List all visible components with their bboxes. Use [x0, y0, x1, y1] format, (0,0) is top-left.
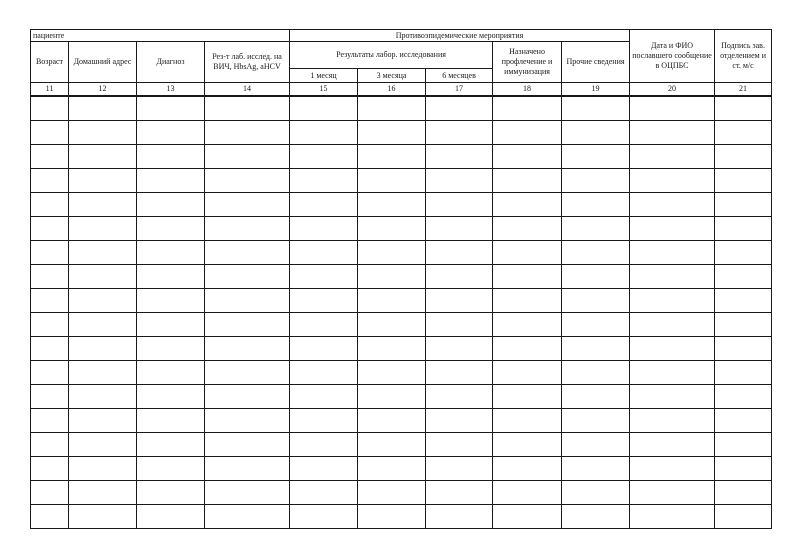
- column-header-signature: Подпись зав. отделением и ст. м/с: [715, 30, 772, 83]
- table-cell[interactable]: [137, 121, 205, 145]
- table-cell[interactable]: [205, 457, 290, 481]
- table-cell[interactable]: [426, 193, 493, 217]
- table-cell[interactable]: [426, 241, 493, 265]
- table-cell[interactable]: [69, 409, 137, 433]
- table-cell[interactable]: [630, 265, 715, 289]
- table-cell[interactable]: [137, 193, 205, 217]
- table-row: [31, 217, 772, 241]
- table-cell[interactable]: [715, 169, 772, 193]
- table-cell[interactable]: [205, 289, 290, 313]
- column-number: 16: [358, 83, 426, 97]
- column-header-diagnosis: Диагноз: [137, 42, 205, 83]
- table-cell[interactable]: [290, 217, 358, 241]
- table-cell[interactable]: [562, 169, 630, 193]
- table-cell[interactable]: [358, 265, 426, 289]
- table-cell[interactable]: [493, 169, 562, 193]
- column-header-lab-hiv: Рез-т лаб. исслед. на ВИЧ, HbsAg, aHCV: [205, 42, 290, 83]
- table-row: [31, 505, 772, 529]
- table-cell[interactable]: [31, 241, 69, 265]
- table-cell[interactable]: [69, 385, 137, 409]
- table-cell[interactable]: [562, 313, 630, 337]
- table-cell[interactable]: [630, 145, 715, 169]
- table-cell[interactable]: [205, 409, 290, 433]
- table-cell[interactable]: [715, 433, 772, 457]
- table-cell[interactable]: [205, 193, 290, 217]
- table-cell[interactable]: [31, 265, 69, 289]
- table-cell[interactable]: [358, 96, 426, 121]
- table-cell[interactable]: [630, 169, 715, 193]
- table-cell[interactable]: [205, 505, 290, 529]
- table-cell[interactable]: [137, 433, 205, 457]
- table-cell[interactable]: [205, 169, 290, 193]
- table-cell[interactable]: [290, 409, 358, 433]
- table-cell[interactable]: [290, 481, 358, 505]
- table-cell[interactable]: [31, 433, 69, 457]
- table-cell[interactable]: [715, 457, 772, 481]
- table-cell[interactable]: [358, 361, 426, 385]
- table-cell[interactable]: [290, 433, 358, 457]
- table-cell[interactable]: [426, 409, 493, 433]
- table-cell[interactable]: [715, 481, 772, 505]
- table-row: [31, 241, 772, 265]
- table-cell[interactable]: [137, 337, 205, 361]
- table-cell[interactable]: [715, 121, 772, 145]
- table-cell[interactable]: [137, 361, 205, 385]
- table-cell[interactable]: [205, 337, 290, 361]
- column-header-month-1: 1 месяц: [290, 69, 358, 83]
- table-cell[interactable]: [69, 217, 137, 241]
- table-cell[interactable]: [630, 337, 715, 361]
- table-cell[interactable]: [715, 385, 772, 409]
- table-cell[interactable]: [562, 289, 630, 313]
- table-cell[interactable]: [31, 193, 69, 217]
- table-cell[interactable]: [630, 457, 715, 481]
- table-cell[interactable]: [562, 121, 630, 145]
- patient-group-header: пациенте: [31, 30, 290, 42]
- table-cell[interactable]: [630, 289, 715, 313]
- table-cell[interactable]: [562, 193, 630, 217]
- table-cell[interactable]: [290, 385, 358, 409]
- column-number: 21: [715, 83, 772, 97]
- column-header-month-3: 3 месяца: [358, 69, 426, 83]
- table-cell[interactable]: [715, 409, 772, 433]
- table-cell[interactable]: [358, 385, 426, 409]
- table-cell[interactable]: [69, 481, 137, 505]
- table-cell[interactable]: [205, 265, 290, 289]
- table-cell[interactable]: [630, 361, 715, 385]
- register-form-table: [30, 29, 772, 529]
- table-cell[interactable]: [205, 361, 290, 385]
- column-header-prophylaxis: Назначено профлечение и иммунизация: [493, 42, 562, 83]
- table-cell[interactable]: [69, 505, 137, 529]
- table-row: [31, 169, 772, 193]
- table-cell[interactable]: [31, 96, 69, 121]
- column-number: 12: [69, 83, 137, 97]
- table-cell[interactable]: [290, 457, 358, 481]
- table-cell[interactable]: [205, 433, 290, 457]
- table-cell[interactable]: [630, 409, 715, 433]
- table-cell[interactable]: [205, 121, 290, 145]
- table-cell[interactable]: [205, 96, 290, 121]
- table-cell[interactable]: [426, 96, 493, 121]
- table-cell[interactable]: [137, 289, 205, 313]
- table-row: [31, 481, 772, 505]
- table-cell[interactable]: [31, 481, 69, 505]
- table-cell[interactable]: [290, 193, 358, 217]
- column-number: 19: [562, 83, 630, 97]
- table-cell[interactable]: [69, 96, 137, 121]
- table-cell[interactable]: [290, 361, 358, 385]
- table-cell[interactable]: [137, 241, 205, 265]
- table-cell[interactable]: [290, 505, 358, 529]
- column-number: 18: [493, 83, 562, 97]
- table-cell[interactable]: [630, 96, 715, 121]
- table-cell[interactable]: [630, 121, 715, 145]
- table-cell[interactable]: [630, 217, 715, 241]
- table-cell[interactable]: [358, 433, 426, 457]
- table-cell[interactable]: [31, 385, 69, 409]
- column-header-month-6: 6 месяцев: [426, 69, 493, 83]
- table-cell[interactable]: [137, 265, 205, 289]
- lab-results-group-header: Результаты лабор. исследования: [290, 42, 493, 69]
- table-cell[interactable]: [205, 217, 290, 241]
- table-cell[interactable]: [290, 289, 358, 313]
- table-cell[interactable]: [493, 505, 562, 529]
- table-cell[interactable]: [715, 193, 772, 217]
- table-cell[interactable]: [290, 265, 358, 289]
- table-cell[interactable]: [358, 289, 426, 313]
- table-cell[interactable]: [69, 361, 137, 385]
- column-number: 14: [205, 83, 290, 97]
- table-cell[interactable]: [493, 265, 562, 289]
- table-cell[interactable]: [358, 121, 426, 145]
- table-cell[interactable]: [290, 121, 358, 145]
- table-cell[interactable]: [562, 409, 630, 433]
- table-cell[interactable]: [493, 385, 562, 409]
- table-cell[interactable]: [358, 409, 426, 433]
- table-cell[interactable]: [715, 505, 772, 529]
- table-cell[interactable]: [69, 145, 137, 169]
- table-cell[interactable]: [290, 241, 358, 265]
- table-cell[interactable]: [358, 217, 426, 241]
- table-cell[interactable]: [205, 145, 290, 169]
- table-cell[interactable]: [426, 217, 493, 241]
- table-cell[interactable]: [31, 217, 69, 241]
- table-cell[interactable]: [493, 361, 562, 385]
- column-header-other: Прочие сведения: [562, 42, 630, 83]
- table-cell[interactable]: [358, 481, 426, 505]
- table-cell[interactable]: [31, 313, 69, 337]
- table-cell[interactable]: [290, 337, 358, 361]
- table-cell[interactable]: [137, 505, 205, 529]
- table-cell[interactable]: [31, 121, 69, 145]
- table-cell[interactable]: [137, 385, 205, 409]
- table-cell[interactable]: [205, 385, 290, 409]
- table-row: [31, 433, 772, 457]
- table-cell[interactable]: [69, 337, 137, 361]
- anti-epidemic-group-header: Противоэпидемические мероприятия: [290, 30, 630, 42]
- table-cell[interactable]: [562, 433, 630, 457]
- table-cell[interactable]: [562, 457, 630, 481]
- table-cell[interactable]: [426, 481, 493, 505]
- column-number: 20: [630, 83, 715, 97]
- table-cell[interactable]: [69, 457, 137, 481]
- table-cell[interactable]: [31, 505, 69, 529]
- table-cell[interactable]: [493, 217, 562, 241]
- table-cell[interactable]: [69, 169, 137, 193]
- table-cell[interactable]: [31, 457, 69, 481]
- table-cell[interactable]: [426, 505, 493, 529]
- column-header-reported: Дата и ФИО пославшего сообщение в ОЦПБС: [630, 30, 715, 83]
- table-cell[interactable]: [493, 289, 562, 313]
- table-cell[interactable]: [358, 457, 426, 481]
- table-cell[interactable]: [69, 241, 137, 265]
- column-number: 13: [137, 83, 205, 97]
- table-cell[interactable]: [493, 409, 562, 433]
- table-cell[interactable]: [630, 505, 715, 529]
- table-cell[interactable]: [562, 96, 630, 121]
- table-cell[interactable]: [426, 433, 493, 457]
- table-row: [31, 457, 772, 481]
- table-cell[interactable]: [426, 457, 493, 481]
- table-row: [31, 145, 772, 169]
- table-cell[interactable]: [426, 145, 493, 169]
- table-cell[interactable]: [426, 337, 493, 361]
- table-cell[interactable]: [426, 121, 493, 145]
- table-cell[interactable]: [493, 481, 562, 505]
- table-row: [31, 96, 772, 121]
- table-cell[interactable]: [205, 241, 290, 265]
- table-cell[interactable]: [137, 457, 205, 481]
- table-cell[interactable]: [426, 361, 493, 385]
- table-cell[interactable]: [493, 145, 562, 169]
- table-cell[interactable]: [630, 481, 715, 505]
- table-cell[interactable]: [426, 169, 493, 193]
- table-cell[interactable]: [562, 505, 630, 529]
- table-cell[interactable]: [137, 145, 205, 169]
- column-number: 17: [426, 83, 493, 97]
- table-cell[interactable]: [562, 361, 630, 385]
- table-row: [31, 121, 772, 145]
- table-cell[interactable]: [562, 145, 630, 169]
- table-cell[interactable]: [715, 96, 772, 121]
- table-cell[interactable]: [69, 193, 137, 217]
- table-cell[interactable]: [493, 96, 562, 121]
- table-cell[interactable]: [493, 193, 562, 217]
- table-cell[interactable]: [715, 337, 772, 361]
- table-cell[interactable]: [31, 361, 69, 385]
- table-cell[interactable]: [426, 385, 493, 409]
- table-cell[interactable]: [562, 265, 630, 289]
- table-cell[interactable]: [205, 481, 290, 505]
- table-cell[interactable]: [205, 313, 290, 337]
- table-cell[interactable]: [358, 241, 426, 265]
- table-cell[interactable]: [31, 289, 69, 313]
- table-cell[interactable]: [137, 96, 205, 121]
- table-cell[interactable]: [715, 313, 772, 337]
- table-cell[interactable]: [290, 313, 358, 337]
- table-cell[interactable]: [358, 313, 426, 337]
- table-cell[interactable]: [426, 265, 493, 289]
- table-cell[interactable]: [290, 145, 358, 169]
- table-cell[interactable]: [290, 169, 358, 193]
- table-cell[interactable]: [715, 289, 772, 313]
- table-cell[interactable]: [562, 241, 630, 265]
- table-cell[interactable]: [137, 409, 205, 433]
- table-cell[interactable]: [69, 289, 137, 313]
- table-cell[interactable]: [69, 433, 137, 457]
- table-cell[interactable]: [493, 313, 562, 337]
- table-cell[interactable]: [630, 313, 715, 337]
- table-cell[interactable]: [358, 145, 426, 169]
- table-cell[interactable]: [290, 96, 358, 121]
- table-row: [31, 337, 772, 361]
- table-cell[interactable]: [630, 433, 715, 457]
- table-cell[interactable]: [137, 169, 205, 193]
- column-number: 15: [290, 83, 358, 97]
- table-cell[interactable]: [562, 481, 630, 505]
- table-row: [31, 361, 772, 385]
- table-cell[interactable]: [562, 217, 630, 241]
- column-numbers-row: [31, 83, 772, 97]
- table-cell[interactable]: [137, 313, 205, 337]
- table-cell[interactable]: [69, 313, 137, 337]
- table-row: [31, 289, 772, 313]
- table-cell[interactable]: [31, 409, 69, 433]
- table-cell[interactable]: [493, 433, 562, 457]
- column-header-age: Возраст: [31, 42, 69, 83]
- column-header-address: Домашний адрес: [69, 42, 137, 83]
- table-cell[interactable]: [69, 121, 137, 145]
- table-cell[interactable]: [137, 217, 205, 241]
- table-cell[interactable]: [137, 481, 205, 505]
- table-cell[interactable]: [715, 265, 772, 289]
- table-cell[interactable]: [31, 169, 69, 193]
- table-cell[interactable]: [358, 505, 426, 529]
- table-cell[interactable]: [31, 337, 69, 361]
- table-cell[interactable]: [358, 193, 426, 217]
- table-cell[interactable]: [358, 337, 426, 361]
- table-cell[interactable]: [493, 457, 562, 481]
- table-cell[interactable]: [31, 145, 69, 169]
- table-cell[interactable]: [493, 121, 562, 145]
- table-cell[interactable]: [630, 193, 715, 217]
- table-cell[interactable]: [562, 337, 630, 361]
- table-cell[interactable]: [715, 217, 772, 241]
- table-row: [31, 313, 772, 337]
- column-number: 11: [31, 83, 69, 97]
- table-row: [31, 409, 772, 433]
- table-cell[interactable]: [358, 169, 426, 193]
- table-cell[interactable]: [426, 313, 493, 337]
- table-cell[interactable]: [715, 145, 772, 169]
- table-cell[interactable]: [426, 289, 493, 313]
- table-cell[interactable]: [630, 385, 715, 409]
- table-row: [31, 193, 772, 217]
- table-cell[interactable]: [630, 241, 715, 265]
- table-cell[interactable]: [493, 241, 562, 265]
- table-cell[interactable]: [493, 337, 562, 361]
- table-cell[interactable]: [69, 265, 137, 289]
- table-row: [31, 385, 772, 409]
- table-cell[interactable]: [715, 241, 772, 265]
- table-row: [31, 265, 772, 289]
- table-cell[interactable]: [562, 385, 630, 409]
- table-cell[interactable]: [715, 361, 772, 385]
